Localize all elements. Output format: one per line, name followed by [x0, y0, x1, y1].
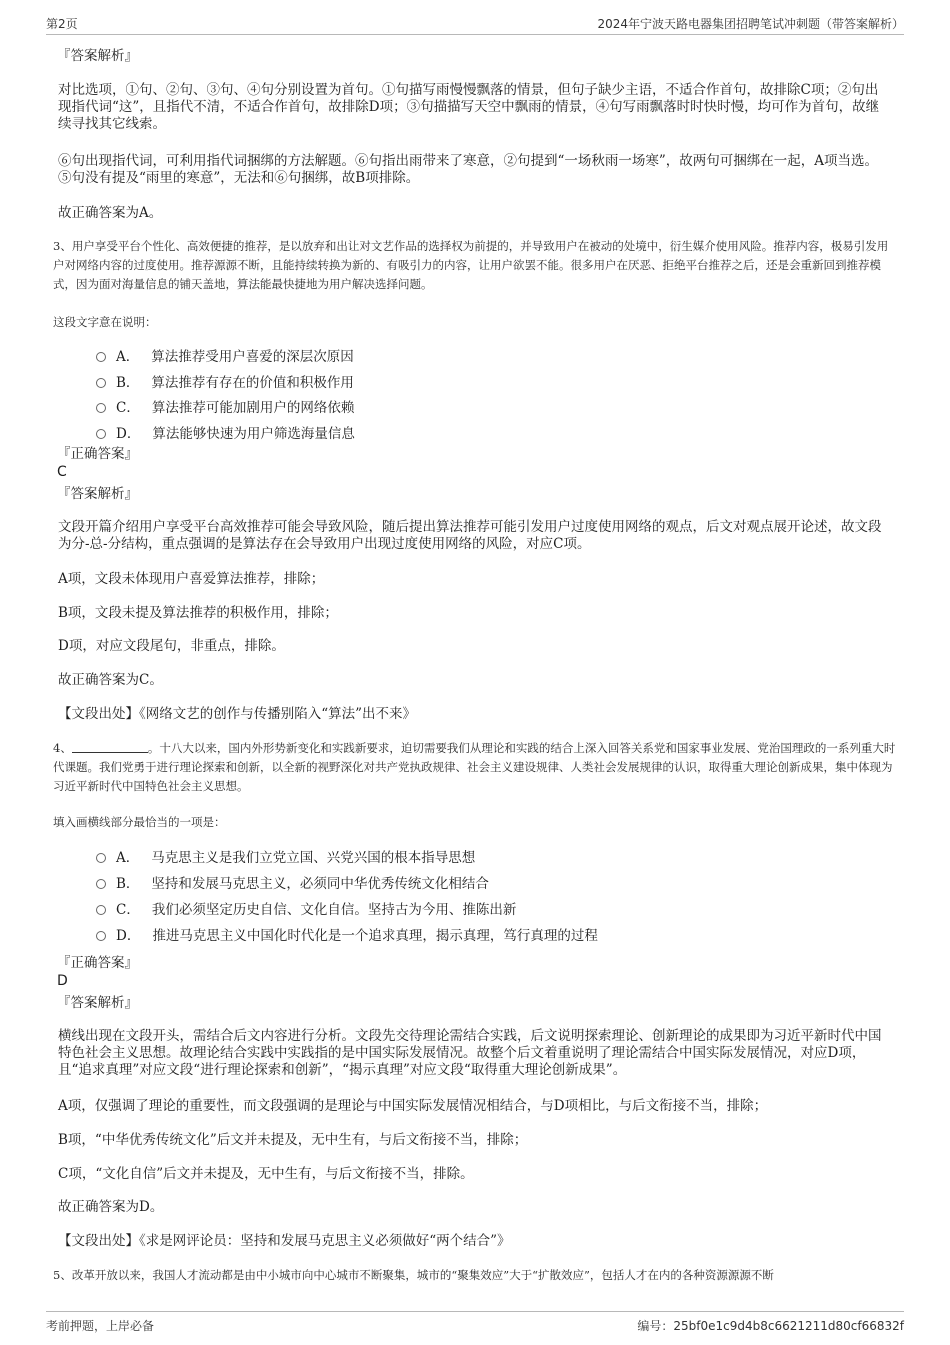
page-number: 第2页 — [46, 17, 78, 31]
question-4-option-a[interactable]: A． 马克思主义是我们立党立国、兴党兴国的根本指导思想 — [96, 850, 475, 867]
analysis-paragraph: A项，仅强调了理论的重要性，而文段强调的是理论与中国实际发展情况相结合，与D项相比，与后文衔接不当，排除； — [58, 1098, 768, 1114]
fill-in-blank — [72, 740, 148, 753]
question-5-stem: 5、改革开放以来，我国人才流动都是由中小城市向中心城市不断聚集，城市的“聚集效应”大于“扩散效应”，包括人才在内的各种资源源源不断 — [53, 1268, 774, 1282]
correct-answer-label: 『正确答案』 — [57, 955, 138, 971]
question-4-option-b[interactable]: B． 坚持和发展马克思主义，必须同中华优秀传统文化相结合 — [96, 876, 489, 893]
answer-analysis-label: 『答案解析』 — [57, 486, 138, 502]
correct-answer-label: 『正确答案』 — [57, 446, 138, 462]
analysis-paragraph: ⑥句出现指代词，可利用指代词捆绑的方法解题。⑥句指出雨带来了寒意，②句提到“一场秋雨一场寒”，故两句可捆绑在一起，A项当选。⑤句没有提及“雨里的寒意”，无法和⑥句捆绑，故B项排除。 — [58, 153, 879, 186]
radio-button[interactable] — [96, 352, 106, 362]
question-4-stem: 4、 。十八大以来，国内外形势新变化和实践新要求，迫切需要我们从理论和实践的结合上深入回答关系党和国家事业发展、党治国理政的一系列重大时代课题。我们党勇于进行理论探索和创新，以全新的视野深化对共产党执政规律、社会主义建设规律、人类社会发展规律的认识，取得重大理论创新成果，集中体现为习近平新时代中国特色社会主义思想。 — [53, 741, 896, 793]
question-3-option-c[interactable]: C． 算法推荐可能加剧用户的网络依赖 — [96, 400, 354, 417]
footer-slogan: 考前押题，上岸必备 — [46, 1319, 155, 1333]
analysis-conclusion: 故正确答案为C。 — [58, 672, 163, 688]
document-title: 2024年宁波天路电器集团招聘笔试冲刺题（带答案解析） — [597, 17, 904, 31]
radio-button[interactable] — [96, 931, 106, 941]
analysis-conclusion: 故正确答案为D。 — [58, 1199, 164, 1215]
radio-button[interactable] — [96, 879, 106, 889]
radio-button[interactable] — [96, 905, 106, 915]
analysis-paragraph: 横线出现在文段开头，需结合后文内容进行分析。文段先交待理论需结合实践，后文说明探索理论、创新理论的成果即为习近平新时代中国特色社会主义思想。故理论结合实践中实践指的是中国实际发展情况。故整个后文着重说明了理论需结合中国实际发展情况，对应D项，且“追求真理”对应文段“进行理论探索和创新”，“揭示真理”对应文段“取得重大理论创新成果”。 — [58, 1028, 882, 1078]
analysis-paragraph: A项，文段未体现用户喜爱算法推荐，排除； — [58, 571, 325, 587]
passage-source: 【文段出处】《网络文艺的创作与传播别陷入“算法”出不来》 — [58, 706, 417, 722]
question-4-option-d[interactable]: D． 推进马克思主义中国化时代化是一个追求真理，揭示真理，笃行真理的过程 — [96, 928, 598, 945]
question-4-option-c[interactable]: C． 我们必须坚定历史自信、文化自信。坚持古为今用、推陈出新 — [96, 902, 516, 919]
analysis-paragraph: C项，“文化自信”后文并未提及，无中生有，与后文衔接不当，排除。 — [58, 1166, 474, 1182]
question-4-prompt: 填入画横线部分最恰当的一项是： — [53, 815, 226, 829]
page-footer — [46, 1311, 904, 1336]
analysis-conclusion: 故正确答案为A。 — [58, 205, 163, 221]
answer-analysis-label: 『答案解析』 — [57, 48, 138, 64]
question-3-option-a[interactable]: A． 算法推荐受用户喜爱的深层次原因 — [96, 349, 354, 366]
analysis-paragraph: 对比选项，①句、②句、③句、④句分别设置为首句。①句描写雨慢慢飘落的情景，但句子缺少主语，不适合作首句，故排除C项；②句出现指代词“这”，且指代不清，不适合作首句，故排除D项；③句描描写天空中飘雨的情景，④句写雨飘落时时快时慢，均可作为首句，故继续寻找其它线索。 — [58, 82, 880, 132]
analysis-paragraph: 文段开篇介绍用户享受平台高效推荐可能会导致风险，随后提出算法推荐可能引发用户过度使用网络的观点，后文对观点展开论述，故文段为分-总-分结构，重点强调的是算法存在会导致用户出现过度使用网络的风险，对应C项。 — [58, 519, 882, 552]
question-3-option-d[interactable]: D． 算法能够快速为用户筛选海量信息 — [96, 426, 355, 443]
correct-answer: D — [57, 973, 68, 989]
page-header — [46, 14, 904, 35]
correct-answer: C — [57, 464, 67, 480]
question-3-option-b[interactable]: B． 算法推荐有存在的价值和积极作用 — [96, 375, 354, 392]
analysis-paragraph: B项，“中华优秀传统文化”后文并未提及，无中生有，与后文衔接不当，排除； — [58, 1132, 528, 1148]
document-code: 编号：25bf0e1c9d4b8c6621211d80cf66832f — [637, 1319, 904, 1333]
passage-source: 【文段出处】《求是网评论员：坚持和发展马克思主义必须做好“两个结合”》 — [58, 1233, 511, 1249]
radio-button[interactable] — [96, 853, 106, 863]
analysis-paragraph: B项，文段未提及算法推荐的积极作用，排除； — [58, 605, 338, 621]
answer-analysis-label: 『答案解析』 — [57, 995, 138, 1011]
radio-button[interactable] — [96, 403, 106, 413]
analysis-paragraph: D项，对应文段尾句，非重点，排除。 — [58, 638, 285, 654]
question-3-prompt: 这段文字意在说明： — [53, 315, 157, 329]
radio-button[interactable] — [96, 378, 106, 388]
radio-button[interactable] — [96, 429, 106, 439]
question-3-stem: 3、用户享受平台个性化、高效便捷的推荐，是以放弃和出让对文艺作品的选择权为前提的，并导致用户在被动的处境中，衍生媒介使用风险。推荐内容，极易引发用户对网络内容的过度使用。推荐源源不断，且能持续转换为新的、有吸引力的内容，让用户欲罢不能。很多用户在厌恶、拒绝平台推荐之后，还是会重新回到推荐模式，因为面对海量信息的铺天盖地，算法能最快捷地为用户解决选择问题。 — [53, 239, 889, 291]
